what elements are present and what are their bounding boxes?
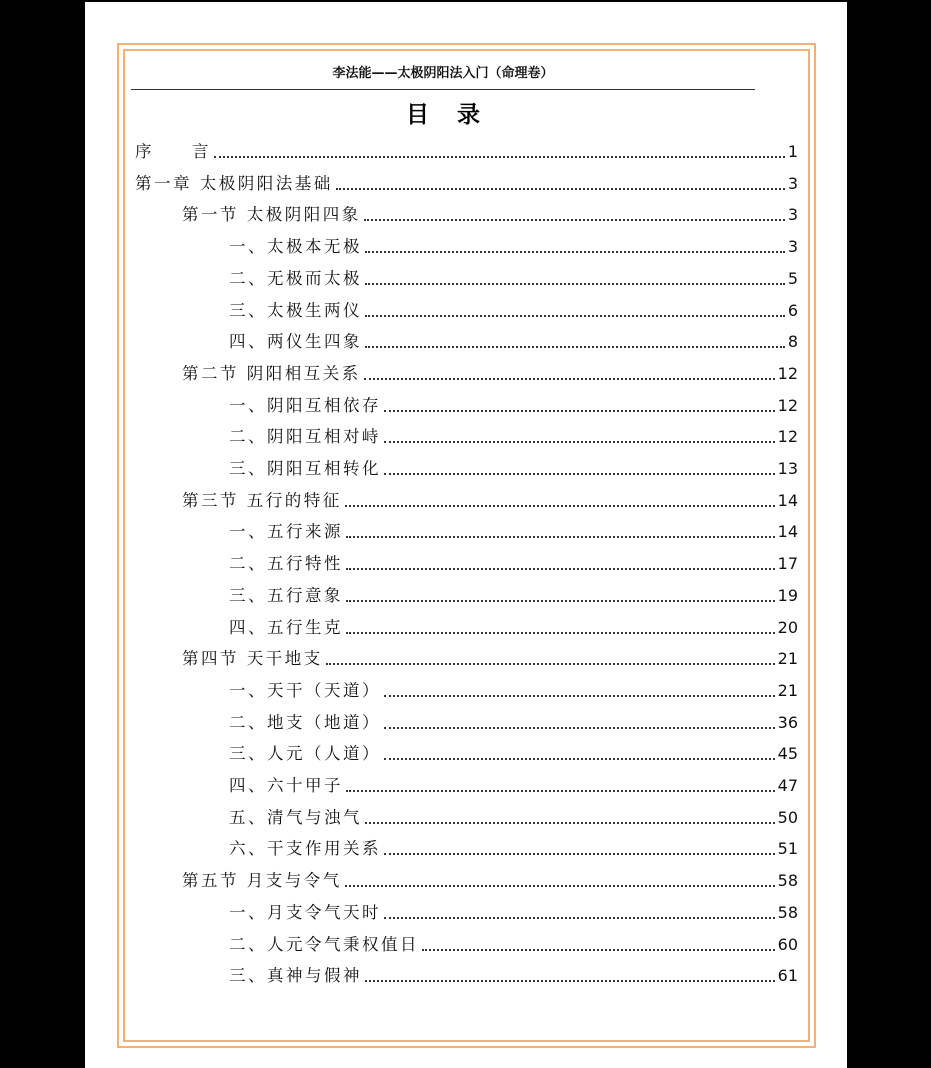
toc-entry[interactable] xyxy=(229,838,798,860)
toc-leader-dots xyxy=(345,885,775,887)
toc-entry-label: 第四节 天干地支 xyxy=(182,649,323,668)
toc-entry[interactable] xyxy=(229,965,798,987)
toc-entry-page: 58 xyxy=(777,903,798,922)
toc-leader-dots xyxy=(346,536,775,538)
toc-entry[interactable] xyxy=(229,331,798,353)
toc-entry[interactable] xyxy=(229,585,798,607)
toc-entry-label: 三、五行意象 xyxy=(229,586,343,605)
toc-leader-dots xyxy=(345,505,775,507)
toc-entry[interactable] xyxy=(229,680,798,702)
toc-entry-label: 第一节 太极阴阳四象 xyxy=(182,205,361,224)
toc-leader-dots xyxy=(214,156,785,158)
toc-leader-dots xyxy=(384,727,775,729)
toc-leader-dots xyxy=(422,949,775,951)
toc-entry[interactable] xyxy=(229,426,798,448)
toc-entry-label: 四、六十甲子 xyxy=(229,776,343,795)
toc-entry-label: 一、阴阳互相依存 xyxy=(229,396,381,415)
toc-entry-page: 45 xyxy=(777,744,798,763)
toc-entry[interactable] xyxy=(229,553,798,575)
toc-entry[interactable] xyxy=(229,458,798,480)
toc-entry-label: 第二节 阴阳相互关系 xyxy=(182,364,361,383)
toc-entry-page: 12 xyxy=(777,427,798,446)
toc-entry[interactable] xyxy=(229,743,798,765)
toc-entry-label: 序 言 xyxy=(135,142,211,161)
toc-entry[interactable] xyxy=(229,617,798,639)
toc-entry-label: 第五节 月支与令气 xyxy=(182,871,342,890)
toc-entry[interactable] xyxy=(229,712,798,734)
toc-entry-label: 四、两仪生四象 xyxy=(229,332,362,351)
toc-entry-label: 二、人元令气秉权值日 xyxy=(229,935,419,954)
toc-entry-page: 3 xyxy=(787,174,798,193)
toc-entry[interactable] xyxy=(229,300,798,322)
toc-entry[interactable] xyxy=(182,648,798,670)
toc-entry-label: 一、天干（天道） xyxy=(229,681,381,700)
toc-entry[interactable] xyxy=(229,775,798,797)
toc-leader-dots xyxy=(365,346,785,348)
toc-entry[interactable] xyxy=(229,902,798,924)
toc-entry-label: 一、五行来源 xyxy=(229,522,343,541)
toc-entry-label: 五、清气与浊气 xyxy=(229,808,362,827)
toc-entry-page: 61 xyxy=(777,966,798,985)
toc-leader-dots xyxy=(384,695,775,697)
toc-entry-page: 6 xyxy=(787,301,798,320)
running-header: 李法能——太极阴阳法入门（命理卷） xyxy=(332,66,554,81)
toc-entry-page: 51 xyxy=(777,839,798,858)
toc-leader-dots xyxy=(365,283,785,285)
toc-entry-label: 一、月支令气天时 xyxy=(229,903,381,922)
toc-entry[interactable] xyxy=(229,521,798,543)
toc-entry-page: 58 xyxy=(777,871,798,890)
toc-entry[interactable] xyxy=(182,363,798,385)
toc-entry-label: 二、阴阳互相对峙 xyxy=(229,427,381,446)
toc-leader-dots xyxy=(364,378,775,380)
toc-leader-dots xyxy=(384,441,775,443)
toc-leader-dots xyxy=(365,315,785,317)
toc-entry-page: 36 xyxy=(777,713,798,732)
toc-entry-page: 3 xyxy=(787,237,798,256)
toc-leader-dots xyxy=(365,822,775,824)
toc-leader-dots xyxy=(365,251,785,253)
toc-entry-page: 21 xyxy=(777,649,798,668)
toc-entry[interactable] xyxy=(229,268,798,290)
toc-entry[interactable] xyxy=(229,807,798,829)
toc-entry-page: 19 xyxy=(777,586,798,605)
toc-leader-dots xyxy=(384,758,775,760)
toc-entry-page: 21 xyxy=(777,681,798,700)
toc-leader-dots xyxy=(384,410,775,412)
toc-entry-page: 5 xyxy=(787,269,798,288)
toc-entry-label: 六、干支作用关系 xyxy=(229,839,381,858)
toc-entry-page: 13 xyxy=(777,459,798,478)
toc-leader-dots xyxy=(384,917,775,919)
toc-leader-dots xyxy=(364,219,785,221)
toc-entry-label: 第三节 五行的特征 xyxy=(182,491,342,510)
toc-leader-dots xyxy=(346,600,775,602)
toc-entry-page: 20 xyxy=(777,618,798,637)
toc-entry[interactable] xyxy=(182,204,798,226)
toc-entry[interactable] xyxy=(229,395,798,417)
toc-entry[interactable] xyxy=(182,870,798,892)
toc-entry-page: 17 xyxy=(777,554,798,573)
toc-entry-page: 14 xyxy=(777,491,798,510)
toc-entry-page: 12 xyxy=(777,396,798,415)
toc-title: 目录 xyxy=(406,102,508,128)
toc-leader-dots xyxy=(326,663,775,665)
toc-entry-page: 60 xyxy=(777,935,798,954)
toc-leader-dots xyxy=(346,790,775,792)
toc-entry-label: 三、人元（人道） xyxy=(229,744,381,763)
toc-entry-label: 二、无极而太极 xyxy=(229,269,362,288)
toc-entry-label: 二、五行特性 xyxy=(229,554,343,573)
toc-entry-label: 三、太极生两仪 xyxy=(229,301,362,320)
toc-entry-label: 三、阴阳互相转化 xyxy=(229,459,381,478)
toc-entry-page: 47 xyxy=(777,776,798,795)
toc-entry-page: 3 xyxy=(787,205,798,224)
toc-entry-label: 三、真神与假神 xyxy=(229,966,362,985)
toc-leader-dots xyxy=(346,568,775,570)
toc-leader-dots xyxy=(346,632,775,634)
toc-leader-dots xyxy=(336,188,785,190)
toc-entry[interactable] xyxy=(135,141,798,163)
toc-entry-page: 12 xyxy=(777,364,798,383)
toc-entry[interactable] xyxy=(229,934,798,956)
toc-entry-page: 50 xyxy=(777,808,798,827)
toc-entry-page: 1 xyxy=(787,142,798,161)
toc-entry-label: 二、地支（地道） xyxy=(229,713,381,732)
toc-entry[interactable] xyxy=(182,490,798,512)
toc-entry-label: 第一章 太极阴阳法基础 xyxy=(135,174,333,193)
toc-entry-page: 8 xyxy=(787,332,798,351)
toc-entry-label: 一、太极本无极 xyxy=(229,237,362,256)
toc-leader-dots xyxy=(384,853,775,855)
toc-leader-dots xyxy=(384,473,775,475)
toc-entry-label: 四、五行生克 xyxy=(229,618,343,637)
toc-entry-page: 14 xyxy=(777,522,798,541)
toc-leader-dots xyxy=(365,980,775,982)
toc-entry[interactable] xyxy=(229,236,798,258)
toc-entry[interactable] xyxy=(135,173,798,195)
